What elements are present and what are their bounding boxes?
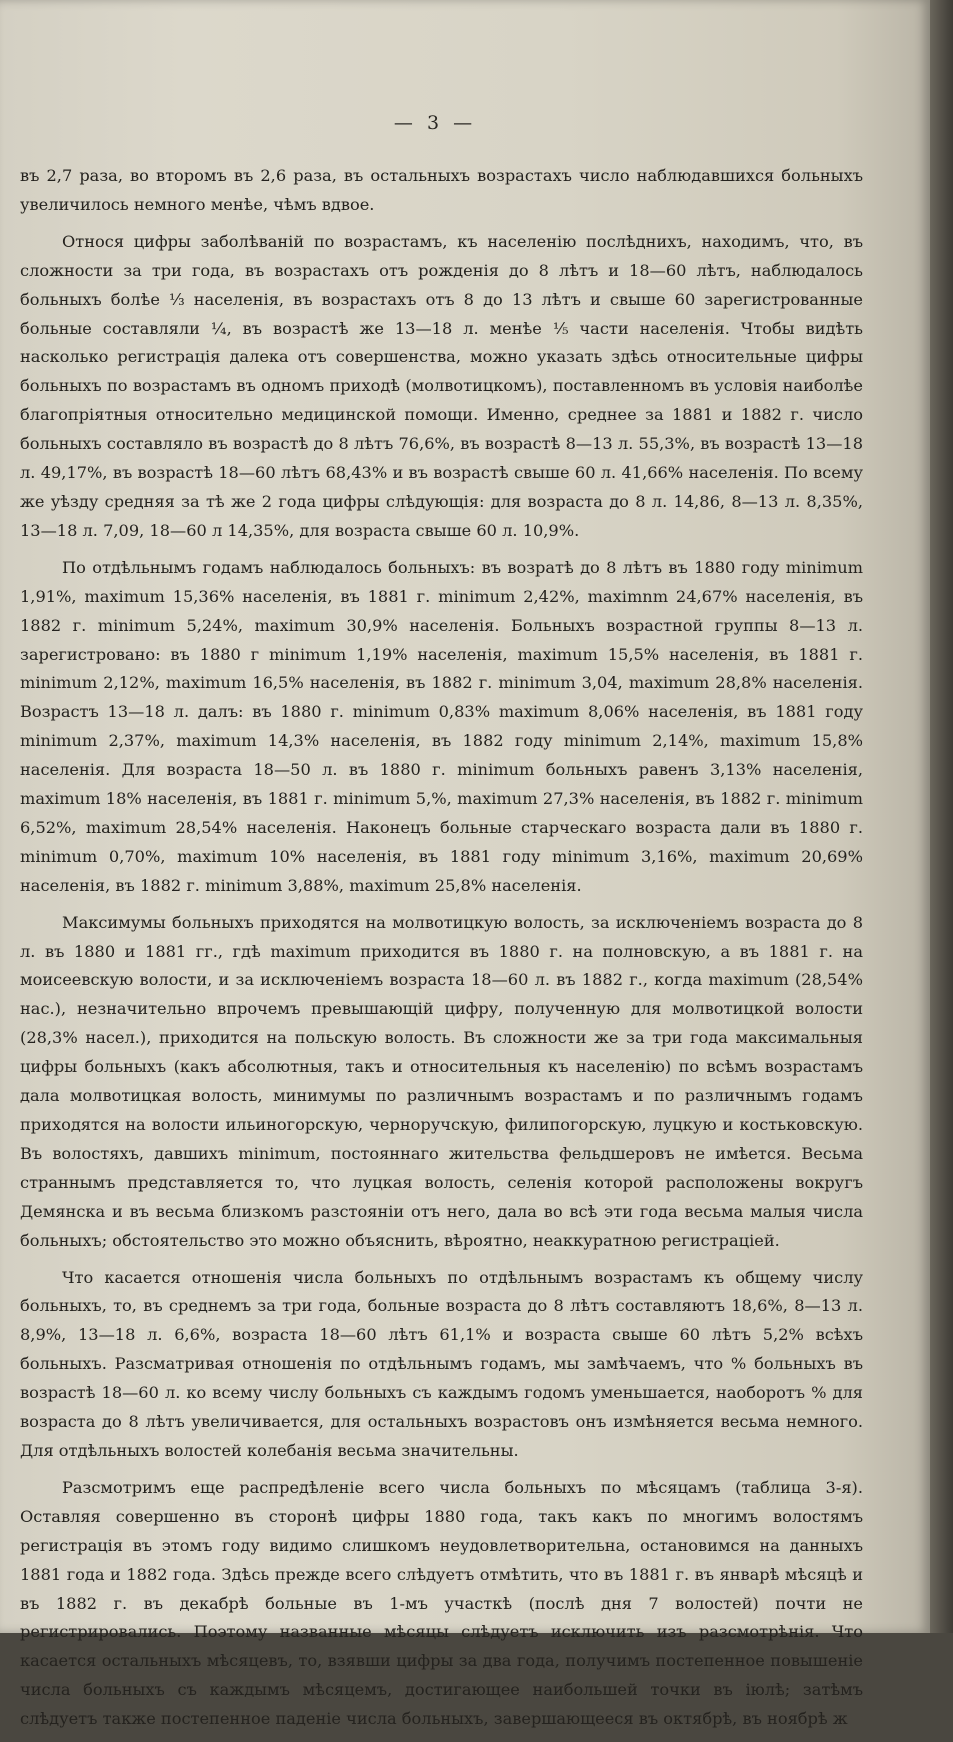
page-number: — 3 —: [393, 112, 477, 134]
page-edge: [930, 0, 953, 1633]
document-body: [20, 162, 863, 1742]
paragraph: Максимумы больныхъ приходятся на молвотицкую волость, за исключеніемъ возраста до 8 л. въ 1880 и 1881 гг., гдѣ maximum приходится въ 1880 г. на полновскую, а въ 1881 г. на моисеевскую волости, и за исключеніемъ возраста 18—60 л. въ 1882 г., когда maximum (28,54% нас.), незначительно впрочемъ превышающій цифру, полученную для молвотицкой волости (28,3% насел.), приходится на польскую волость. Въ сложности же за три года максимальныя цифры больныхъ (какъ абсолютныя, такъ и относительныя къ населенію) по всѣмъ возрастамъ дала молвотицкая волость, минимумы по различнымъ возрастамъ и по различнымъ годамъ приходятся на волости ильиногорскую, черноручскую, филипогорскую, луцкую и костьковскую. Въ волостяхъ, давшихъ minimum, постояннаго жительства фельдшеровъ не имѣется. Весьма страннымъ представляется то, что луцкая волость, селенія которой расположены вокругъ Демянска и въ весьма близкомъ разстояніи отъ него, дала во всѣ эти года весьма малыя числа больныхъ; обстоятельство это можно объяснить, вѣроятно, неаккуратною регистраціей.: [20, 912, 863, 1250]
paragraph: По отдѣльнымъ годамъ наблюдалось больныхъ: въ возратѣ до 8 лѣтъ въ 1880 году minimum 1,91%, maximum 15,36% населенія, въ 1881 г. minimum 2,42%, maximnm 24,67% населенія, въ 1882 г. minimum 5,24%, maximum 30,9% населенія. Больныхъ возрастной группы 8—13 л. зарегистровано: въ 1880 г minimum 1,19% населенія, maximum 15,5% населенія, въ 1881 г. minimum 2,12%, maximum 16,5% населенія, въ 1882 г. minimum 3,04, maximum 28,8% населенія. Возрастъ 13—18 л. далъ: въ 1880 г. minimum 0,83% maximum 8,06% населенія, въ 1881 году minimum 2,37%, maximum 14,3% населенія, въ 1882 году minimum 2,14%, maximum 15,8% населенія. Для возраста 18—50 л. въ 1880 г. minimum больныхъ равенъ 3,13% населенія, maximum 18% населенія, въ 1881 г. minimum 5,%, maximum 27,3% населенія, въ 1882 г. minimum 6,52%, maximum 28,54% населенія. Наконецъ больные старческаго возраста дали въ 1880 г. minimum 0,70%, maximum 10% населенія, въ 1881 году minimum 3,16%, maximum 20,69% населенія, въ 1882 г. minimum 3,88%, maximum 25,8% населенія.: [20, 557, 863, 895]
paragraph: въ 2,7 раза, во второмъ въ 2,6 раза, въ остальныхъ возрастахъ число наблюдавшихся больныхъ увеличилось немного менѣе, чѣмъ вдвое.: [20, 166, 863, 214]
paragraph: Что касается отношенія числа больныхъ по отдѣльнымъ возрастамъ къ общему числу больныхъ, то, въ среднемъ за три года, больные возраста до 8 лѣтъ составляютъ 18,6%, 8—13 л. 8,9%, 13—18 л. 6,6%, возраста 18—60 лѣтъ 61,1% и возраста свыше 60 лѣтъ 5,2% всѣхъ больныхъ. Разсматривая отношенія по отдѣльнымъ годамъ, мы замѣчаемъ, что % больныхъ въ возрастѣ 18—60 л. ко всему числу больныхъ съ каждымъ годомъ уменьшается, наоборотъ % для возраста до 8 лѣтъ увеличивается, для остальныхъ возрастовъ онъ измѣняется весьма немного. Для отдѣльныхъ волостей колебанія весьма значительны.: [20, 1267, 863, 1460]
paragraph: Относя цифры заболѣваній по возрастамъ, къ населенію послѣднихъ, находимъ, что, въ сложности за три года, въ возрастахъ отъ рожденія до 8 лѣтъ и 18—60 лѣтъ, наблюдалось больныхъ болѣе ⅓ населенія, въ возрастахъ отъ 8 до 13 лѣтъ и свыше 60 зарегистрованные больные составляли ¼, въ возрастѣ же 13—18 л. менѣе ⅕ части населенія. Чтобы видѣть насколько регистрація далека отъ совершенства, можно указать здѣсь относительные цифры больныхъ по возрастамъ въ одномъ приходѣ (молвотицкомъ), поставленномъ въ условія наиболѣе благопріятныя относительно медицинской помощи. Именно, среднее за 1881 и 1882 г. число больныхъ составляло въ возрастѣ до 8 лѣтъ 76,6%, въ возрастѣ 8—13 л. 55,3%, въ возрастѣ 13—18 л. 49,17%, въ возрастѣ 18—60 лѣтъ 68,43% и въ возрастѣ свыше 60 л. 41,66% населенія. По всему же уѣзду средняя за тѣ же 2 года цифры слѣдующія: для возраста до 8 л. 14,86, 8—13 л. 8,35%, 13—18 л. 7,09, 18—60 л 14,35%, для возраста свыше 60 л. 10,9%.: [20, 231, 863, 540]
paragraph: Разсмотримъ еще распредѣленіе всего числа больныхъ по мѣсяцамъ (таблица 3-я). Оставляя совершенно въ сторонѣ цифры 1880 года, такъ какъ по многимъ волостямъ регистрація въ этомъ году видимо слишкомъ неудовлетворительна, остановимся на данныхъ 1881 года и 1882 года. Здѣсь прежде всего слѣдуетъ отмѣтить, что въ 1881 г. въ январѣ мѣсяцѣ и въ 1882 г. въ декабрѣ больные въ 1-мъ участкѣ (послѣ дня 7 волостей) почти не регистрировались. Поэтому названные мѣсяцы слѣдуетъ исключить изъ разсмотрѣнія. Что касается остальныхъ мѣсяцевъ, то, взявши цифры за два года, получимъ постепенное повышеніе числа больныхъ съ каждымъ мѣсяцемъ, достигающее наибольшей точки въ іюлѣ; затѣмъ слѣдуетъ также постепенное паденіе числа больныхъ, завершающееся въ октябрѣ, въ ноябрѣ ж: [20, 1477, 863, 1729]
